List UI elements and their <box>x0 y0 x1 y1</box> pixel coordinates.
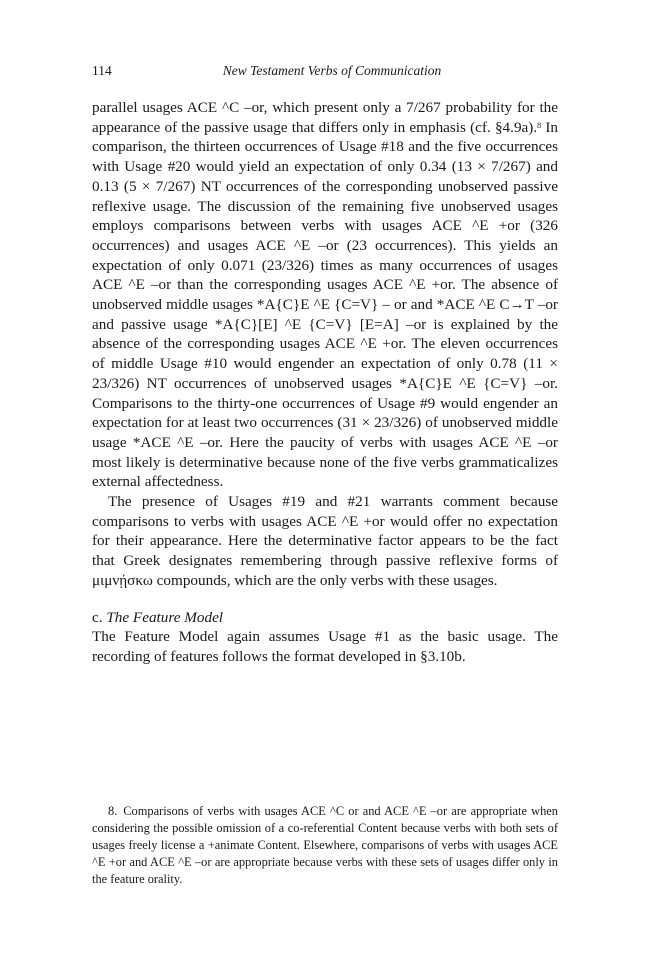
paragraph-1-text-after-note: In comparison, the thirteen occurrences of Usage #18 and the five occurrences with Usage #20 would yield an expectation of only 0.34 (13 × 7/267) and 0.13 (5 × 7/267) NT occurrences of the corresponding unobserved passive reflexive usage. The discussion of the remaining five unobserved usages employs comparisons between verbs with usages ACE ^E +or (326 occurrences) and usages ACE ^E –or (23 occurrences). This yields an expectation of only 0.071 (23/326) times as many occurrences of usages ACE ^E –or than the corresponding usages ACE ^E +or. The absence of unobserved middle usages *A{C}E ^E {C=V} – or and *ACE ^E C→T –or and passive usage *A{C}[E] ^E {C=V} [E=A] –or is explained by the absence of the corresponding usages ACE ^E +or. The eleven occurrences of middle Usage #10 would engender an expectation of only 0.78 (11 × 23/326) NT occurrences of unobserved usages *A{C}E ^E {C=V} –or. Comparisons to the thirty-one occurrences of Usage #9 would engender an expectation for at least two occurrences (31 × 23/326) of unobserved middle usage *ACE ^E –or. Here the paucity of verbs with usages ACE ^E –or most likely is determinative because none of the five verbs grammaticalizes external affectedness. <box>92 118 558 491</box>
section-title: The Feature Model <box>106 608 224 626</box>
paragraph-1 <box>92 98 558 492</box>
running-title: New Testament Verbs of Communication <box>222 63 442 78</box>
footnote <box>92 803 558 888</box>
footnote-reference[interactable]: 8 <box>537 120 542 130</box>
footnote-number: 8. <box>108 804 118 818</box>
section-heading <box>92 608 558 628</box>
section-label: c. <box>92 608 103 626</box>
running-header <box>92 62 558 80</box>
section-paragraph: The Feature Model again assumes Usage #1 as the basic usage. The recording of features follows the format developed in §3.10b. <box>92 628 558 665</box>
page-number: 114 <box>92 63 112 78</box>
paragraph-2: The presence of Usages #19 and #21 warrants comment because comparisons to verbs with usages ACE ^E +or would offer no expectation for their appearance. Here the determinative factor appears to be the fact that Greek designates remembering through passive reflexive forms of μιμνῄσκω compounds, which are the only verbs with these usages. <box>92 493 558 589</box>
footnote-text: Comparisons of verbs with usages ACE ^C or and ACE ^E –or are appropriate when considering the possible omission of a co-referential Content because verbs with both sets of usages freely license a +animate Content. Elsewhere, comparisons of verbs with usages ACE ^E +or and ACE ^E –or are appropriate because verbs with these sets of usages differ only in the feature orality. <box>92 804 558 887</box>
main-text <box>92 98 558 667</box>
paragraph-1-text-before-note: parallel usages ACE ^C –or, which present only a 7/267 probability for the appearance of the passive usage that differs only in emphasis (cf. §4.9a). <box>92 99 558 136</box>
